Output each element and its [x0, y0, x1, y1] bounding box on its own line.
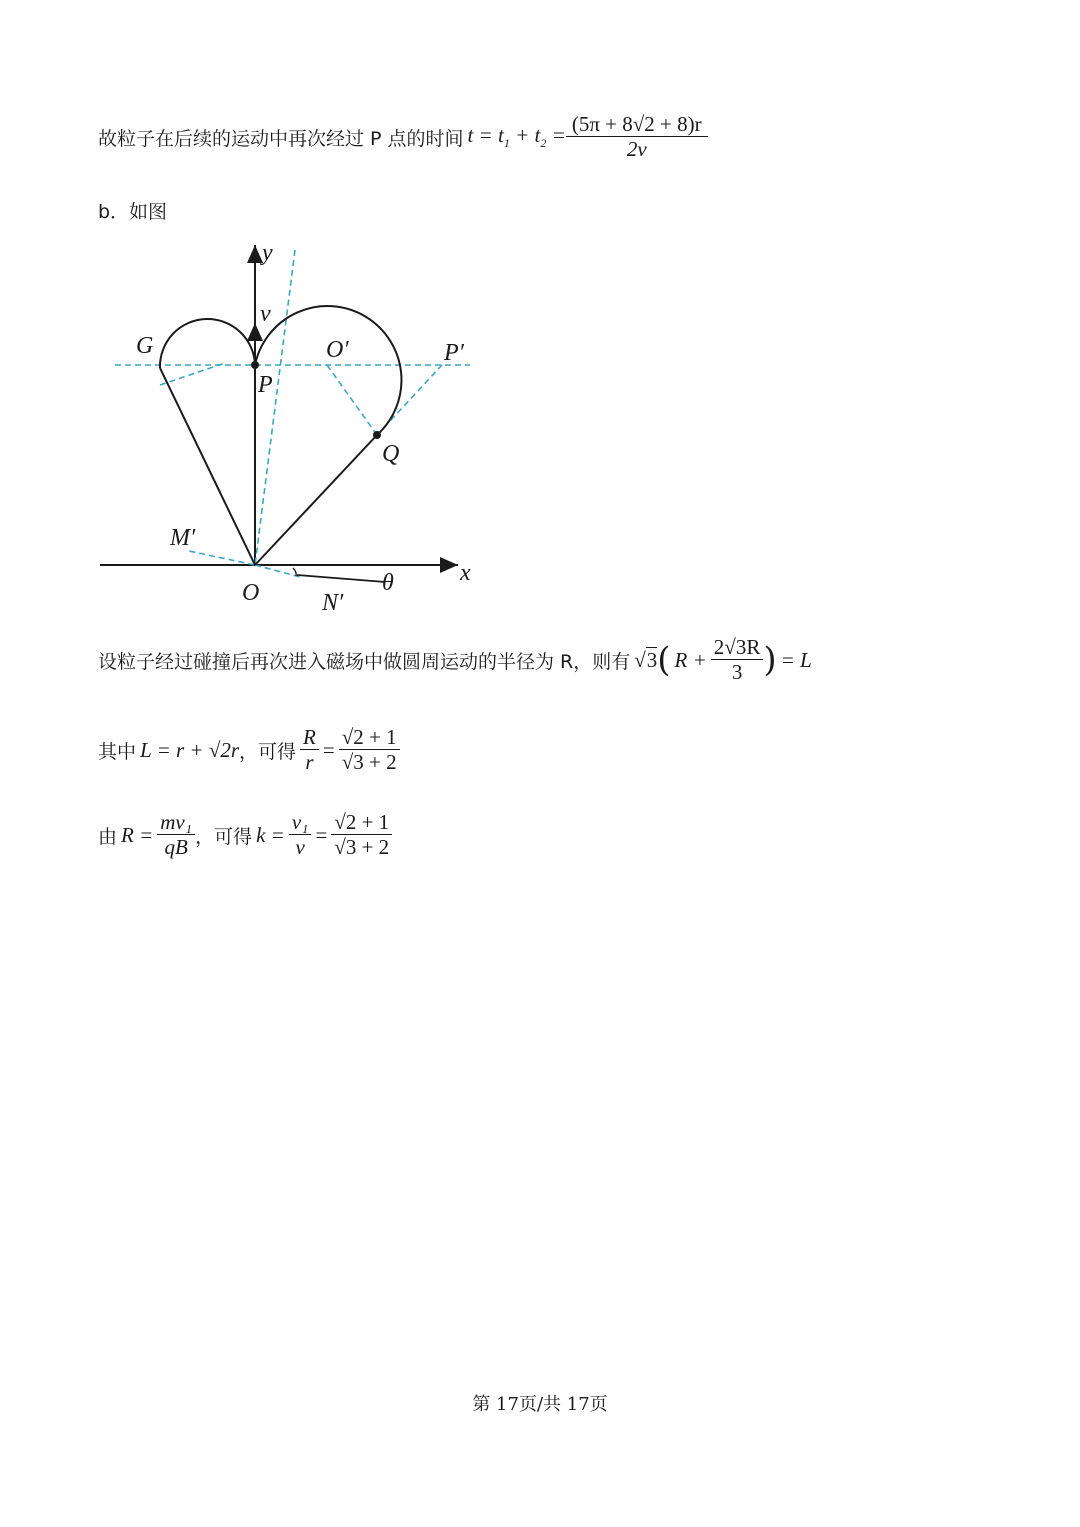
- sqrt3-term: √3: [634, 647, 658, 672]
- k-result-line: 由 R = $\frac{\text{mv₁}}{qB}$ ，可得 k = $\frac{\text{v₁}}{v}$ = $\frac{√2 + 1}{√3 + 2}$: [98, 810, 392, 860]
- mirror-dashed-line: [189, 551, 255, 565]
- label-q: Q: [382, 441, 400, 467]
- time-result-line: [98, 112, 708, 162]
- radius-equation-line: 设粒子经过碰撞后再次进入磁场中做圆周运动的半径为 R，则有 √3 ( R + $\frac{2√3R}{3}$ ) = L: [98, 635, 812, 685]
- label-g: G: [136, 333, 154, 359]
- k-mid-text: ，可得: [195, 825, 253, 848]
- time-formula-fraction: [566, 112, 708, 162]
- k-value-fraction: $\frac{√2 + 1}{√3 + 2}$: [331, 810, 392, 860]
- time-formula-denominator: 2v: [626, 137, 647, 162]
- part-b-heading: b．如图: [98, 201, 168, 223]
- theta-line: [297, 575, 385, 582]
- ratio-line: 其中 L = r + √2r ，可得 $\frac{R}{r}$ = $\frac{√2 + 1}{√3 + 2}$: [98, 725, 400, 775]
- label-p: P: [258, 372, 273, 398]
- time-result-text: 故粒子在后续的运动中再次经过 P 点的时间: [98, 127, 464, 150]
- radius-equation-text: 设粒子经过碰撞后再次进入磁场中做圆周运动的半径为 R，则有: [98, 650, 631, 673]
- label-n-prime: N′: [322, 590, 344, 616]
- k-equals: k =: [256, 822, 285, 847]
- r-over-r-fraction: $\frac{R}{r}$: [300, 725, 319, 775]
- trajectory-diagram: [90, 235, 490, 620]
- label-v: v: [260, 301, 271, 327]
- radius-fraction-denominator: 3: [731, 660, 743, 685]
- r-plus-term: R +: [674, 647, 707, 672]
- n-dashed-line: [255, 565, 300, 577]
- label-m-prime: M′: [170, 525, 196, 551]
- small-arc: [160, 319, 255, 368]
- point-p: [251, 361, 259, 369]
- time-formula-lhs: $t = t_1 + t_2$ =: [467, 123, 566, 151]
- k-prefix: 由: [98, 825, 118, 848]
- oblique-dashed-line: [255, 250, 295, 565]
- label-o-prime: O′: [326, 337, 349, 363]
- radius-fraction-numerator: 2√3R: [711, 635, 764, 660]
- point-q: [373, 431, 381, 439]
- r-equals: R =: [121, 822, 154, 847]
- ratio-value-fraction: $\frac{√2 + 1}{√3 + 2}$: [339, 725, 400, 775]
- label-o: O: [242, 580, 260, 606]
- label-x: x: [460, 560, 471, 586]
- label-p-prime: P′: [444, 340, 464, 366]
- rhs-l: = L: [780, 647, 812, 672]
- time-formula-numerator: (5π + 8√2 + 8)r: [566, 112, 708, 137]
- right-segment: [255, 435, 377, 565]
- label-y: y: [262, 240, 273, 266]
- radius-fraction: [711, 635, 764, 685]
- large-arc: [255, 306, 401, 435]
- l-formula: L = r + √2r: [140, 737, 240, 762]
- v1-over-v-fraction: $\frac{\text{v₁}}{v}$: [289, 810, 312, 860]
- mv-over-qb-fraction: $\frac{\text{mv₁}}{qB}$: [157, 810, 195, 860]
- label-theta: θ: [382, 570, 394, 596]
- g-radius-dashed: [160, 363, 225, 385]
- ratio-prefix: 其中: [98, 740, 137, 763]
- page-footer: 第 17页/共 17页: [472, 1394, 608, 1415]
- oq-radius-dashed: [327, 365, 377, 435]
- ratio-mid-text: ，可得: [239, 740, 297, 763]
